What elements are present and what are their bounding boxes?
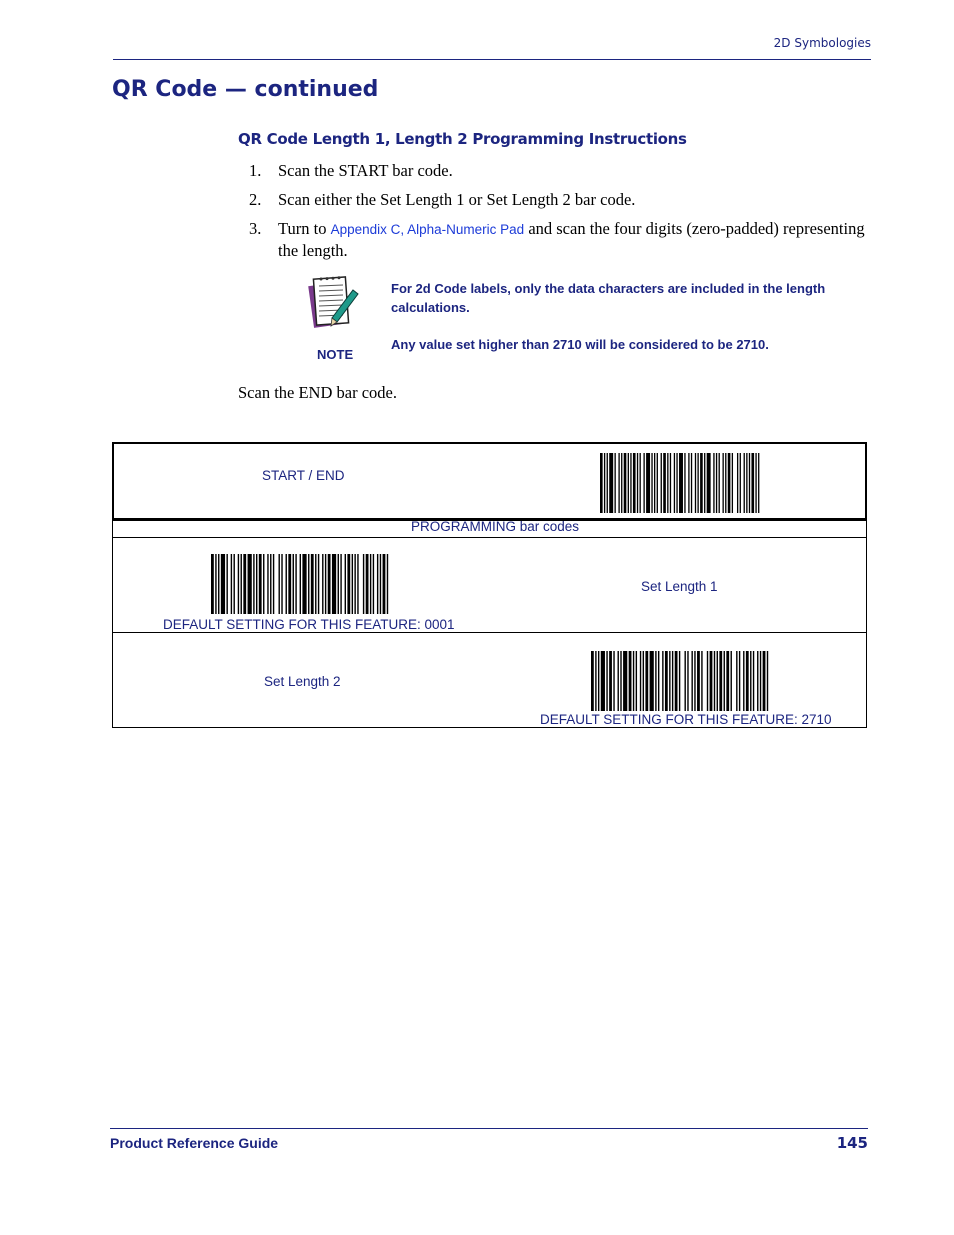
note-label: NOTE: [317, 347, 354, 362]
barcode-bar: [601, 651, 605, 711]
barcode-bar: [231, 554, 232, 614]
barcode-bar: [701, 651, 702, 711]
barcode-bar: [370, 554, 371, 614]
barcode-bar: [383, 554, 386, 614]
barcode-bar: [651, 453, 652, 513]
step-item: [249, 160, 869, 181]
barcode-bar: [710, 651, 713, 711]
barcode-bar: [684, 453, 685, 513]
barcode-bar: [243, 554, 246, 614]
barcode-bar: [663, 453, 666, 513]
barcode-bar: [675, 651, 678, 711]
barcode-bar: [618, 651, 619, 711]
barcode-bar: [662, 651, 663, 711]
step-number: 1.: [249, 161, 262, 180]
barcode-bar: [753, 651, 754, 711]
barcode-bar: [211, 554, 214, 614]
barcode-bar: [731, 651, 732, 711]
barcode-bar: [674, 453, 675, 513]
page-title: QR Code — continued: [112, 77, 379, 102]
barcode-bar: [719, 453, 720, 513]
barcode-bar: [746, 651, 749, 711]
barcode-bar: [288, 554, 291, 614]
step-number: 2.: [249, 190, 262, 209]
barcode-bar: [226, 554, 227, 614]
barcode-bar: [629, 651, 632, 711]
barcode-bar: [595, 651, 596, 711]
barcode-bar: [655, 651, 656, 711]
note-paragraph: Any value set higher than 2710 will be considered to be 2710.: [391, 337, 769, 352]
note-paragraph: For 2d Code labels, only the data characters are included in the length calculations.: [391, 281, 826, 315]
barcode-bar: [739, 651, 740, 711]
barcode-bar: [716, 453, 717, 513]
barcode-bar: [750, 651, 751, 711]
barcode-bar: [281, 554, 282, 614]
barcode-bar: [758, 453, 759, 513]
barcode-bar: [628, 453, 629, 513]
barcode-bar: [713, 453, 714, 513]
barcode-bar: [636, 651, 637, 711]
set-length-1-default: DEFAULT SETTING FOR THIS FEATURE: 0001: [163, 617, 455, 632]
set-length-1-barcode: [211, 554, 391, 614]
set-length-1-row: [112, 538, 867, 633]
barcode-bar: [645, 651, 648, 711]
barcode-bar: [366, 554, 369, 614]
barcode-bar: [714, 651, 715, 711]
barcode-bar: [270, 554, 271, 614]
set-length-2-default: DEFAULT SETTING FOR THIS FEATURE: 2710: [540, 712, 832, 727]
barcode-bar: [302, 554, 306, 614]
barcode-bar: [736, 651, 737, 711]
barcode-bar: [707, 651, 708, 711]
barcode-bar: [726, 651, 729, 711]
barcode-bar: [328, 554, 331, 614]
barcode-bar: [744, 453, 745, 513]
barcode-bar: [609, 453, 613, 513]
step-item: [249, 189, 869, 210]
set-length-2-barcode: [591, 651, 771, 711]
barcode-bar: [646, 453, 650, 513]
barcode-bar: [728, 453, 731, 513]
barcode-bar: [654, 453, 655, 513]
barcode-bar: [591, 651, 594, 711]
step-number: 3.: [249, 219, 262, 238]
barcode-bar: [273, 554, 274, 614]
barcode-bar: [691, 453, 692, 513]
barcode-bar: [623, 651, 627, 711]
barcode-bar: [755, 453, 756, 513]
step-item: [249, 218, 869, 261]
header-divider: [113, 59, 871, 60]
barcode-bar: [609, 651, 612, 711]
barcode-bar: [354, 554, 355, 614]
barcode-bar: [650, 651, 654, 711]
barcode-bar: [286, 554, 287, 614]
barcode-bar: [757, 651, 758, 711]
barcode-bar: [630, 453, 631, 513]
barcode-bar: [697, 453, 698, 513]
barcode-bar: [722, 453, 723, 513]
barcode-bar: [300, 554, 301, 614]
barcode-bar: [687, 651, 688, 711]
barcode-bar: [279, 554, 280, 614]
barcode-bar: [315, 554, 316, 614]
appendix-link[interactable]: Appendix C, Alpha-Numeric Pad: [330, 222, 525, 237]
barcode-bar: [746, 453, 747, 513]
barcode-bar: [760, 651, 761, 711]
barcode-bar: [743, 651, 744, 711]
barcode-bar: [676, 453, 677, 513]
barcode-bar: [633, 453, 636, 513]
footer-title: Product Reference Guide: [110, 1135, 279, 1151]
barcode-bar: [340, 554, 341, 614]
barcode-bar: [318, 554, 319, 614]
barcode-bar: [667, 453, 668, 513]
barcode-bar: [737, 453, 738, 513]
instruction-steps: [249, 160, 869, 269]
barcode-bar: [640, 651, 641, 711]
barcode-bar: [332, 554, 336, 614]
barcode-bar: [256, 554, 257, 614]
barcode-bar: [719, 651, 722, 711]
programming-label: PROGRAMMING bar codes: [411, 519, 580, 534]
barcode-bar: [665, 651, 668, 711]
barcode-bar: [259, 554, 262, 614]
barcode-bar: [658, 651, 659, 711]
barcode-bar: [621, 453, 622, 513]
barcode-bar: [679, 651, 680, 711]
barcode-bar: [672, 651, 673, 711]
barcode-bar: [380, 554, 381, 614]
barcode-bar: [707, 453, 711, 513]
barcode-bar: [347, 554, 350, 614]
barcode-bar: [670, 453, 671, 513]
barcode-bar: [604, 453, 605, 513]
barcode-bar: [618, 453, 619, 513]
barcode-bar: [691, 651, 692, 711]
barcode-bar: [724, 651, 725, 711]
barcode-bar: [238, 554, 239, 614]
note-text: [391, 279, 841, 372]
barcode-bar: [221, 554, 225, 614]
barcode-bar: [620, 651, 621, 711]
note-pad-pen-icon: [305, 272, 363, 334]
barcode-bar: [234, 554, 235, 614]
barcode-bar: [338, 554, 339, 614]
barcode-bar: [308, 554, 309, 614]
section-subheading: QR Code Length 1, Length 2 Programming Instructions: [238, 130, 687, 148]
scan-end-instruction: Scan the END bar code.: [238, 383, 397, 402]
barcode-bar: [700, 453, 703, 513]
barcode-bar: [248, 554, 252, 614]
footer-divider: [110, 1128, 868, 1129]
barcode-bar: [215, 554, 216, 614]
barcode-bar: [345, 554, 346, 614]
barcode-bar: [322, 554, 323, 614]
start-end-label: START / END: [262, 468, 345, 483]
barcode-bar: [732, 453, 733, 513]
barcode-bar: [697, 651, 700, 711]
barcode-bar: [598, 651, 599, 711]
barcode-bar: [263, 554, 264, 614]
barcode-bar: [661, 453, 662, 513]
step-text: Scan either the Set Length 1 or Set Length 2 bar code.: [278, 190, 636, 209]
set-length-1-label: Set Length 1: [641, 579, 718, 594]
barcode-bar: [363, 554, 364, 614]
barcode-bar: [357, 554, 358, 614]
set-length-2-row: [112, 633, 867, 728]
start-end-barcode: [600, 453, 762, 513]
barcode-bar: [293, 554, 294, 614]
barcode-bar: [373, 554, 374, 614]
barcode-bar: [377, 554, 378, 614]
barcode-bar: [600, 453, 603, 513]
barcode-bar: [694, 651, 695, 711]
barcode-bar: [688, 453, 689, 513]
barcode-bar: [267, 554, 268, 614]
barcode-bar: [311, 554, 314, 614]
set-length-2-label: Set Length 2: [264, 674, 341, 689]
running-header: 2D Symbologies: [773, 36, 871, 50]
start-end-cell: [112, 442, 867, 521]
barcode-bar: [637, 453, 638, 513]
barcode-bar: [325, 554, 326, 614]
page-number: 145: [836, 1134, 868, 1152]
barcode-bar: [717, 651, 718, 711]
barcode-bar: [725, 453, 726, 513]
barcode-bar: [253, 554, 254, 614]
step-text: Scan the START bar code.: [278, 161, 453, 180]
barcode-bar: [679, 453, 683, 513]
barcode-bar: [669, 651, 670, 711]
barcode-bar: [241, 554, 242, 614]
barcode-bar: [607, 453, 608, 513]
barcode-bar: [633, 651, 634, 711]
barcode-bar: [695, 453, 696, 513]
barcode-bar: [684, 651, 685, 711]
barcode-bar: [218, 554, 219, 614]
barcode-bar: [751, 453, 754, 513]
barcode-bar: [643, 453, 644, 513]
barcode-bar: [767, 651, 768, 711]
barcode-bar: [352, 554, 353, 614]
step-text-after: and scan the four digits (zero-padded) representing the length.: [278, 219, 865, 260]
programming-row: [112, 519, 867, 538]
barcode-bar: [295, 554, 296, 614]
barcode-bar: [624, 453, 627, 513]
barcode-bar: [740, 453, 741, 513]
barcode-bar: [749, 453, 750, 513]
barcode-bar: [640, 453, 641, 513]
barcode-bar: [387, 554, 388, 614]
barcode-bar: [614, 453, 615, 513]
step-text-before: Turn to: [278, 219, 327, 238]
barcode-bar: [657, 453, 658, 513]
barcode-bar: [606, 651, 607, 711]
barcode-bar: [643, 651, 644, 711]
barcode-bar: [613, 651, 614, 711]
barcode-bar: [763, 651, 766, 711]
barcode-table: [112, 442, 867, 728]
barcode-bar: [704, 453, 705, 513]
